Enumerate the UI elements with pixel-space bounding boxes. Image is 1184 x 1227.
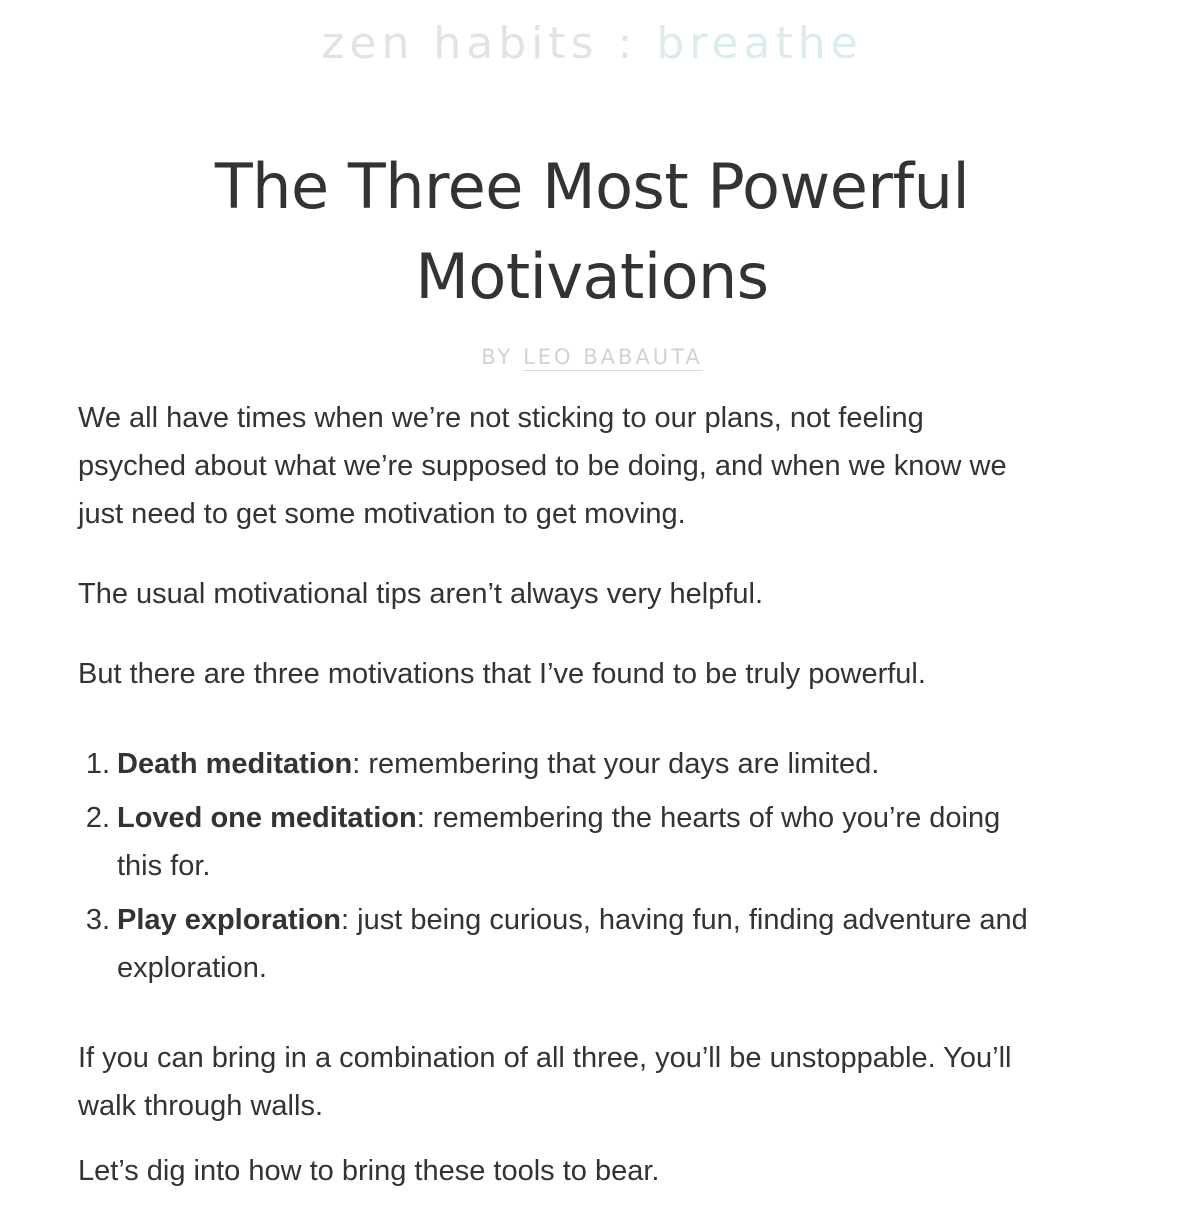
list-item-text-continued: exploration. (117, 952, 267, 984)
paragraph-line: We all have times when we’re not sticking to our plans, not feeling (78, 402, 924, 434)
byline (0, 343, 1184, 371)
list-item-text: : remembering the hearts of who you’re doing (416, 802, 1001, 834)
paragraph-line: walk through walls. (78, 1090, 323, 1122)
paragraph-dig-in: Let’s dig into how to bring these tools to bear. (78, 1155, 660, 1187)
site-brand: zen habits (321, 18, 599, 69)
list-item-text: : remembering that your days are limited. (352, 748, 880, 780)
list-item-text: : just being curious, having fun, finding adventure and (341, 904, 1028, 936)
list-item-number: 3. (85, 904, 110, 936)
list-item (78, 896, 1108, 992)
list-item-term: Loved one meditation (117, 802, 417, 834)
list-item-number: 2. (85, 802, 110, 834)
list-item (78, 794, 1108, 890)
byline-prefix: BY (481, 345, 514, 369)
motivations-list (78, 740, 1108, 992)
article-body (78, 394, 1108, 1195)
post-title (0, 142, 1184, 322)
site-header (0, 14, 1184, 74)
list-item-number: 1. (85, 748, 110, 780)
paragraph-line: just need to get some motivation to get moving. (78, 498, 686, 530)
list-item-text-continued: this for. (117, 850, 211, 882)
list-item-term: Death meditation (117, 748, 353, 780)
author-link[interactable]: LEO BABAUTA (523, 345, 703, 369)
paragraph-intro (78, 394, 1108, 538)
site-brand-separator: : (617, 18, 638, 69)
paragraph-line: psyched about what we’re supposed to be doing, and when we know we (78, 450, 1007, 482)
list-item-term: Play exploration (117, 904, 342, 936)
post-title-line-2: Motivations (415, 240, 769, 313)
post-title-line-1: The Three Most Powerful (214, 150, 970, 223)
paragraph-three-motivations: But there are three motivations that I’ve found to be truly powerful. (78, 658, 926, 690)
site-logo-link[interactable] (321, 18, 862, 69)
paragraph-usual-tips: The usual motivational tips aren’t always very helpful. (78, 578, 764, 610)
list-item (78, 740, 1108, 788)
site-brand-accent: breathe (656, 18, 863, 69)
paragraph-line: If you can bring in a combination of all three, you’ll be unstoppable. You’ll (78, 1042, 1012, 1074)
paragraph-combination (78, 1034, 1108, 1130)
